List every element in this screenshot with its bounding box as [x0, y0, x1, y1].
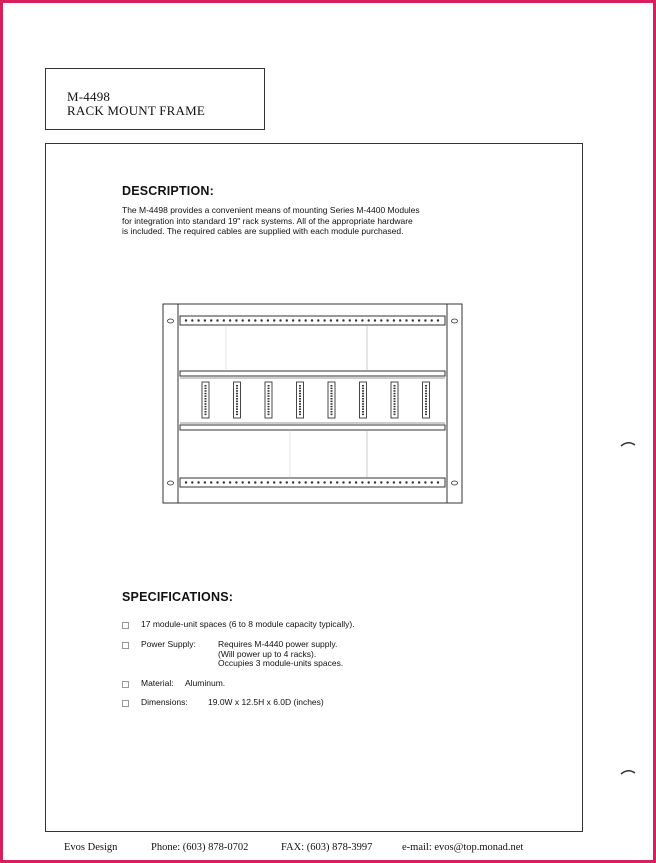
rail-hole: [235, 319, 237, 321]
rail-hole: [380, 481, 382, 483]
description-heading: DESCRIPTION:: [122, 184, 214, 198]
rail-hole: [292, 319, 294, 321]
rack-outline: [163, 304, 462, 503]
rail-hole: [437, 319, 439, 321]
title-box: [45, 68, 265, 130]
footer-fax: FAX: (603) 878-3997: [281, 842, 373, 853]
rail-hole: [323, 319, 325, 321]
rail-hole: [279, 319, 281, 321]
rail-hole: [242, 319, 244, 321]
rail-hole: [260, 481, 262, 483]
binder-hole-mark: [620, 440, 636, 448]
rail-hole: [368, 481, 370, 483]
rail-hole: [248, 481, 250, 483]
model-number: M-4498: [67, 89, 111, 104]
description-line: The M-4498 provides a convenient means of mounting Series M-4400 Modules: [122, 205, 420, 215]
spec-value: Occupies 3 module-units spaces.: [218, 658, 344, 668]
rail-hole: [374, 481, 376, 483]
spec-label: Dimensions:: [141, 697, 188, 707]
rail-hole: [204, 319, 206, 321]
rail-hole: [298, 319, 300, 321]
spec-item-material: [122, 679, 225, 689]
module-connector: [265, 382, 272, 418]
description-text: [122, 205, 502, 237]
footer-email[interactable]: e-mail: evos@top.monad.net: [402, 842, 524, 853]
rail-hole: [229, 319, 231, 321]
rail-hole: [336, 481, 338, 483]
spec-value: (Will power up to 4 racks).: [218, 648, 317, 659]
rail-hole: [191, 319, 193, 321]
module-connector: [360, 382, 367, 418]
checkbox-bullet-icon: [122, 700, 129, 707]
rail-hole: [305, 319, 307, 321]
rail-hole: [235, 481, 237, 483]
rail-hole: [386, 319, 388, 321]
rail-hole: [223, 319, 225, 321]
spec-value: 17 module-unit spaces (6 to 8 module capacity typically).: [141, 619, 355, 629]
spec-value: 19.0W x 12.5H x 6.0D (inches): [208, 697, 324, 707]
rail-hole: [424, 481, 426, 483]
module-connector: [328, 382, 335, 418]
rail-hole: [323, 481, 325, 483]
rail-hole: [349, 481, 351, 483]
module-connectors: [202, 382, 430, 418]
rail-hole: [185, 319, 187, 321]
rail-hole: [242, 481, 244, 483]
spec-label: Power Supply:: [141, 639, 196, 649]
rail-hole: [418, 319, 420, 321]
rail-hole: [210, 319, 212, 321]
spec-value: Aluminum.: [185, 678, 226, 688]
footer-phone: Phone: (603) 878-0702: [151, 842, 249, 853]
rail-hole: [197, 319, 199, 321]
rail-hole: [336, 319, 338, 321]
rail-hole: [216, 481, 218, 483]
rail-hole: [292, 481, 294, 483]
rail-hole: [260, 319, 262, 321]
rail-hole: [223, 481, 225, 483]
rail-hole: [393, 319, 395, 321]
module-connector: [297, 382, 304, 418]
spec-item-capacity: [122, 620, 355, 630]
rail-hole: [197, 481, 199, 483]
description-line: for integration into standard 19" rack systems. All of the appropriate hardware: [122, 215, 413, 226]
rail-hole: [405, 319, 407, 321]
spec-item-dimensions: [122, 698, 324, 708]
rail-hole: [204, 481, 206, 483]
rail-hole: [342, 481, 344, 483]
rail-hole: [437, 481, 439, 483]
rail-hole: [311, 481, 313, 483]
spec-value: Requires M-4440 power supply.: [218, 639, 338, 649]
rail-hole: [361, 319, 363, 321]
rail-hole: [355, 319, 357, 321]
rail-hole: [399, 481, 401, 483]
rail-hole: [342, 319, 344, 321]
rail-hole: [361, 481, 363, 483]
rail-hole: [355, 481, 357, 483]
rail-hole: [317, 319, 319, 321]
rail-hole: [229, 481, 231, 483]
rack-frame-diagram: [162, 303, 464, 505]
rail-hole: [431, 481, 433, 483]
checkbox-bullet-icon: [122, 681, 129, 688]
rail-hole: [305, 481, 307, 483]
rail-hole: [216, 319, 218, 321]
rail-hole: [431, 319, 433, 321]
rail-hole: [273, 481, 275, 483]
rail-hole: [317, 481, 319, 483]
rail-hole: [279, 481, 281, 483]
rail-hole: [286, 481, 288, 483]
rail-hole: [374, 319, 376, 321]
spec-label: Material:: [141, 678, 174, 688]
rail-hole: [380, 319, 382, 321]
rail-hole: [254, 481, 256, 483]
rail-hole: [311, 319, 313, 321]
module-connector: [234, 382, 241, 418]
rail-hole: [191, 481, 193, 483]
rail-hole: [386, 481, 388, 483]
footer-company: Evos Design: [64, 842, 118, 853]
rail-hole: [210, 481, 212, 483]
rail-hole: [349, 319, 351, 321]
rail-hole: [418, 481, 420, 483]
module-connector: [391, 382, 398, 418]
rail-hole: [399, 319, 401, 321]
mounting-holes: [168, 319, 458, 485]
description-line: is included. The required cables are supplied with each module purchased.: [122, 226, 404, 236]
spec-item-power: [122, 640, 343, 669]
rail-hole: [368, 319, 370, 321]
checkbox-bullet-icon: [122, 642, 129, 649]
rail-hole: [412, 481, 414, 483]
rail-hole: [330, 481, 332, 483]
rail-hole: [330, 319, 332, 321]
rail-hole: [267, 481, 269, 483]
rail-hole: [298, 481, 300, 483]
specifications-heading: SPECIFICATIONS:: [122, 590, 234, 604]
rail-hole: [254, 319, 256, 321]
checkbox-bullet-icon: [122, 622, 129, 629]
rail-hole: [273, 319, 275, 321]
rail-hole: [412, 319, 414, 321]
rail-hole: [185, 481, 187, 483]
rail-hole: [267, 319, 269, 321]
module-connector: [202, 382, 209, 418]
module-connector: [423, 382, 430, 418]
rail-hole: [424, 319, 426, 321]
rail-hole: [393, 481, 395, 483]
rail-hole: [248, 319, 250, 321]
product-name: RACK MOUNT FRAME: [67, 103, 206, 118]
rail-hole: [286, 319, 288, 321]
binder-hole-mark: [620, 768, 636, 776]
rail-hole: [405, 481, 407, 483]
rail-holes: [185, 319, 439, 483]
